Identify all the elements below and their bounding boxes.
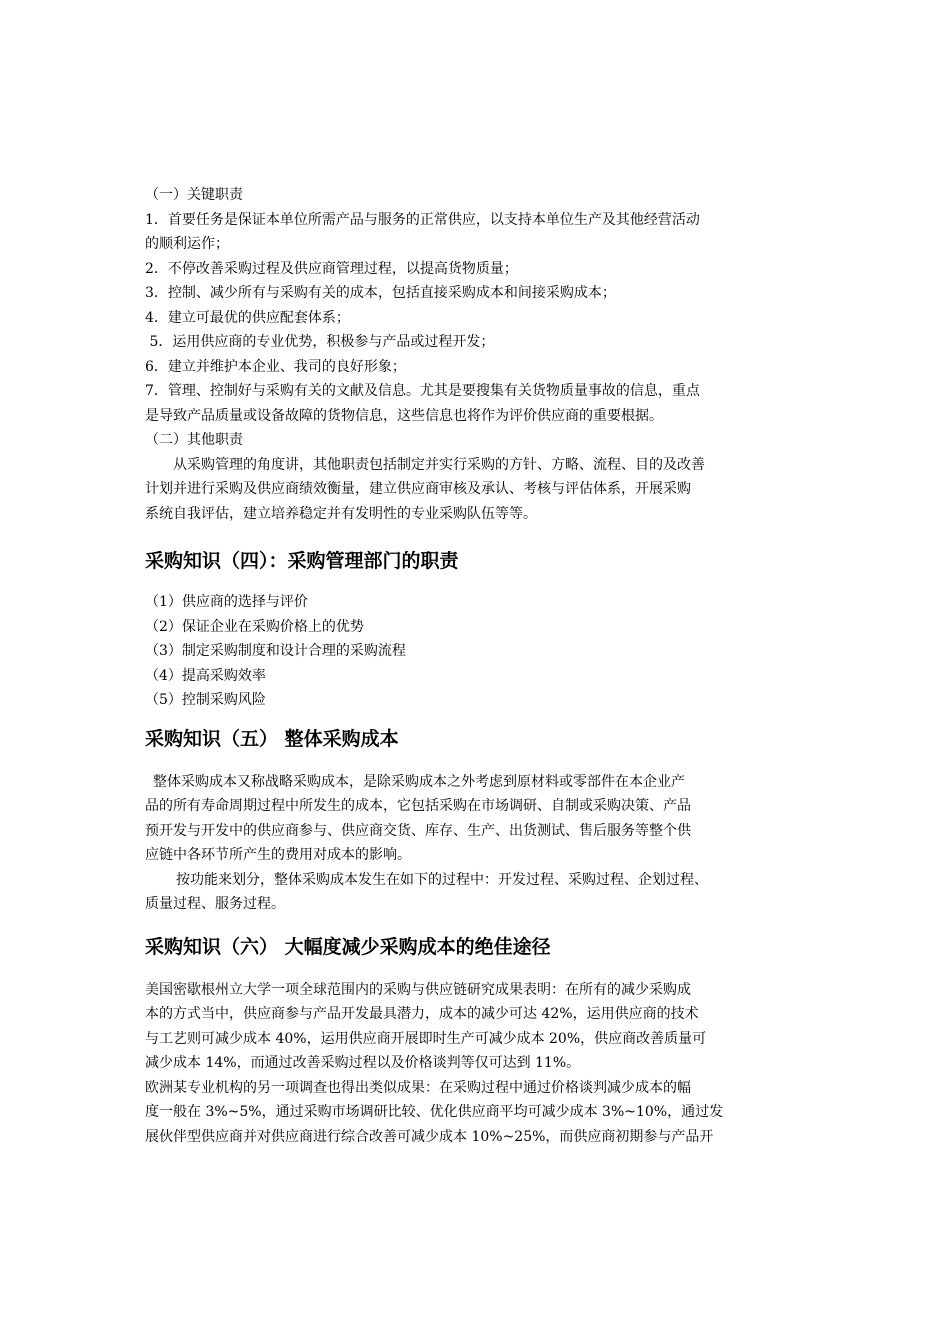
paragraph-line: 品的所有寿命周期过程中所发生的成本，它包括采购在市场调研、自制或采购决策、产品 [145,798,691,814]
duty-line: 7．管理、控制好与采购有关的文献及信息。尤其是要搜集有关货物质量事故的信息，重点 [145,383,700,399]
paragraph-line: 系统自我评估，建立培养稳定并有发明性的专业采购队伍等等。 [145,505,537,522]
subheading-key-duties: （一）关键职责 [145,187,243,203]
paragraph-line: 从采购管理的角度讲，其他职责包括制定并实行采购的方针、方略、流程、目的及改善 [173,456,705,473]
list-item: （5）控制采购风险 [145,692,266,708]
section-title-5: 采购知识（五） 整体采购成本 [145,727,399,750]
duty-line: 的顺利运作； [145,236,229,252]
list-item: （1）供应商的选择与评价 [145,594,308,610]
duty-line: 5．运用供应商的专业优势，积极参与产品或过程开发； [145,334,495,350]
paragraph-line: 整体采购成本又称战略采购成本，是除采购成本之外考虑到原材料或零部件在本企业产 [153,773,685,790]
paragraph-line: 美国密歇根州立大学一项全球范围内的采购与供应链研究成果表明：在所有的减少采购成 [145,981,691,998]
list-item: （2）保证企业在采购价格上的优势 [145,618,364,635]
section-title-6: 采购知识（六） 大幅度减少采购成本的绝佳途径 [145,935,551,958]
duty-line: 2．不停改善采购过程及供应商管理过程，以提高货物质量； [145,260,518,277]
section-title-4: 采购知识（四）：采购管理部门的职责 [145,550,459,572]
paragraph-line: 展伙伴型供应商并对供应商进行综合改善可减少成本 10%~25%，而供应商初期参与产品开 [145,1128,714,1145]
subheading-other-duties: （二）其他职责 [145,432,243,448]
paragraph-line: 减少成本 14%，而通过改善采购过程以及价格谈判等仅可达到 11%。 [145,1055,581,1071]
paragraph-line: 应链中各环节所产生的费用对成本的影响。 [145,847,411,863]
paragraph-line: 按功能来划分，整体采购成本发生在如下的过程中：开发过程、采购过程、企划过程、 [176,871,708,888]
paragraph-line: 欧洲某专业机构的另一项调查也得出类似成果：在采购过程中通过价格谈判减少成本的幅 [145,1079,691,1096]
duty-line: 3．控制、减少所有与采购有关的成本，包括直接采购成本和间接采购成本； [145,285,616,301]
duty-line: 4．建立可最优的供应配套体系； [145,309,350,326]
duty-line: 是导致产品质量或设备故障的货物信息，这些信息也将作为评价供应商的重要根据。 [145,407,663,424]
paragraph-line: 与工艺则可减少成本 40%，运用供应商开展即时生产可减少成本 20%，供应商改善质量可 [145,1030,707,1047]
duty-line: 6．建立并维护本企业、我司的良好形象； [145,358,406,375]
duty-line: 1．首要任务是保证本单位所需产品与服务的正常供应，以支持本单位生产及其他经营活动 [145,211,700,228]
paragraph-line: 计划并进行采购及供应商绩效衡量，建立供应商审核及承认、考核与评估体系，开展采购 [145,481,691,497]
paragraph-line: 质量过程、服务过程。 [145,896,285,912]
list-item: （4）提高采购效率 [145,667,266,684]
paragraph-line: 度一般在 3%~5%，通过采购市场调研比较、优化供应商平均可减少成本 3%~10%，通过发 [145,1104,724,1120]
paragraph-line: 本的方式当中，供应商参与产品开发最具潜力，成本的减少可达 42%，运用供应商的技术 [145,1006,699,1022]
document-body [145,183,820,1149]
paragraph-line: 预开发与开发中的供应商参与、供应商交货、库存、生产、出货测试、售后服务等整个供 [145,822,691,839]
list-item: （3）制定采购制度和设计合理的采购流程 [145,643,406,659]
